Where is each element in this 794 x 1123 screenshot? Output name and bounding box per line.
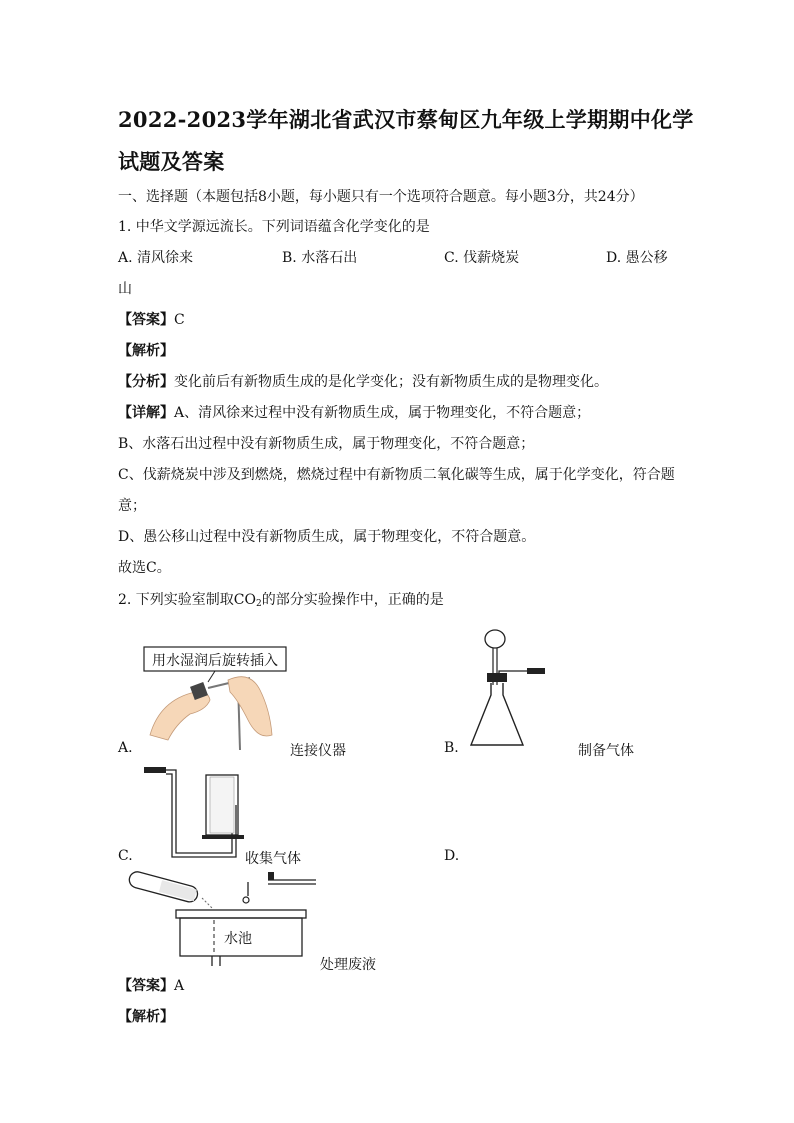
q1-conclusion: 故选C。 — [118, 560, 171, 576]
flask-stopper — [487, 673, 507, 682]
faucet-handle — [268, 872, 274, 880]
page-title-line1: 2022-2023学年湖北省武汉市蔡甸区九年级上学期期中化学 — [118, 107, 694, 132]
flask-body — [471, 683, 523, 745]
q2-option-a-label: A. — [118, 740, 133, 756]
q1-analysis-tag: 【解析】 — [118, 343, 174, 359]
sink-rim — [176, 910, 306, 918]
fenxi-text: 变化前后有新物质生成的是化学变化；没有新物质生成的是物理变化。 — [174, 374, 608, 390]
left-hand — [150, 692, 210, 740]
q2-stem-post: 的部分实验操作中，正确的是 — [261, 592, 444, 608]
q2-stem — [118, 590, 444, 614]
figure-a-box-text: 用水湿润后旋转插入 — [152, 653, 278, 669]
q1-answer — [118, 310, 185, 330]
q2-answer — [118, 976, 184, 996]
q2-option-a-caption: 连接仪器 — [290, 743, 346, 759]
pouring-liquid — [202, 898, 212, 908]
q1-fenxi — [118, 372, 608, 392]
rubber-tube-end — [144, 767, 166, 773]
separatory-funnel-bulb — [485, 630, 505, 648]
q1-option-c: C. 伐薪烧炭 — [444, 250, 520, 266]
drain-pipe — [212, 956, 220, 966]
q2-option-b-label: B. — [444, 740, 459, 756]
answer-value: A — [174, 978, 185, 994]
q1-option-b: B. 水落石出 — [282, 250, 358, 266]
q2-option-d-caption: 处理废液 — [320, 957, 376, 973]
page-title-line2: 试题及答案 — [118, 149, 225, 174]
right-hand — [228, 677, 272, 736]
answer-tag: 【答案】 — [118, 312, 174, 328]
sink-label: 水池 — [224, 931, 252, 947]
q1-xiangjie-d: D、愚公移山过程中没有新物质生成，属于物理变化，不符合题意。 — [118, 529, 536, 545]
answer-tag: 【答案】 — [118, 978, 174, 994]
figure-c-collect-gas — [140, 765, 250, 860]
q2-option-d-label: D. — [444, 848, 460, 864]
figure-b-erlenmeyer-flask — [465, 625, 555, 755]
fenxi-tag: 【分析】 — [118, 374, 174, 390]
bottle-inner — [210, 777, 234, 833]
q1-stem: 1. 中华文学源远流长。下列词语蕴含化学变化的是 — [118, 219, 430, 235]
figure-a-connect-apparatus — [140, 640, 290, 755]
q2-option-c-label: C. — [118, 848, 133, 864]
rubber-tube-end — [527, 668, 545, 674]
answer-value: C — [174, 312, 185, 328]
q1-option-a: A. 清风徐来 — [118, 250, 194, 266]
q2-option-b-caption: 制备气体 — [578, 743, 634, 759]
bottle-plate — [202, 835, 244, 839]
xiangjie-a-text: A、清风徐来过程中没有新物质生成，属于物理变化，不符合题意； — [174, 405, 591, 421]
q1-option-d: D. 愚公移 — [606, 250, 668, 266]
q1-xiangjie-c2: 意； — [118, 498, 146, 514]
q2-option-c-caption: 收集气体 — [245, 851, 301, 867]
section-header: 一、选择题（本题包括8小题，每小题只有一个选项符合题意。每小题3分，共24分） — [118, 189, 644, 205]
q1-xiangjie-c1: C、伐薪烧炭中涉及到燃烧，燃烧过程中有新物质二氧化碳等生成，属于化学变化，符合题 — [118, 467, 675, 483]
q1-xiangjie-a — [118, 403, 590, 423]
q2-stem-pre: 2. 下列实验室制取CO — [118, 592, 256, 608]
faucet-tip — [243, 897, 249, 903]
q2-stem-sub: 2 — [256, 599, 262, 609]
q2-analysis-tag: 【解析】 — [118, 1009, 174, 1025]
xiangjie-tag: 【详解】 — [118, 405, 174, 421]
q1-option-d-wrap: 山 — [118, 281, 132, 297]
q1-xiangjie-b: B、水落石出过程中没有新物质生成，属于物理变化，不符合题意； — [118, 436, 535, 452]
test-tube — [128, 870, 200, 904]
figure-d-waste-liquid — [120, 868, 320, 968]
figure-a-pointer — [208, 671, 215, 682]
